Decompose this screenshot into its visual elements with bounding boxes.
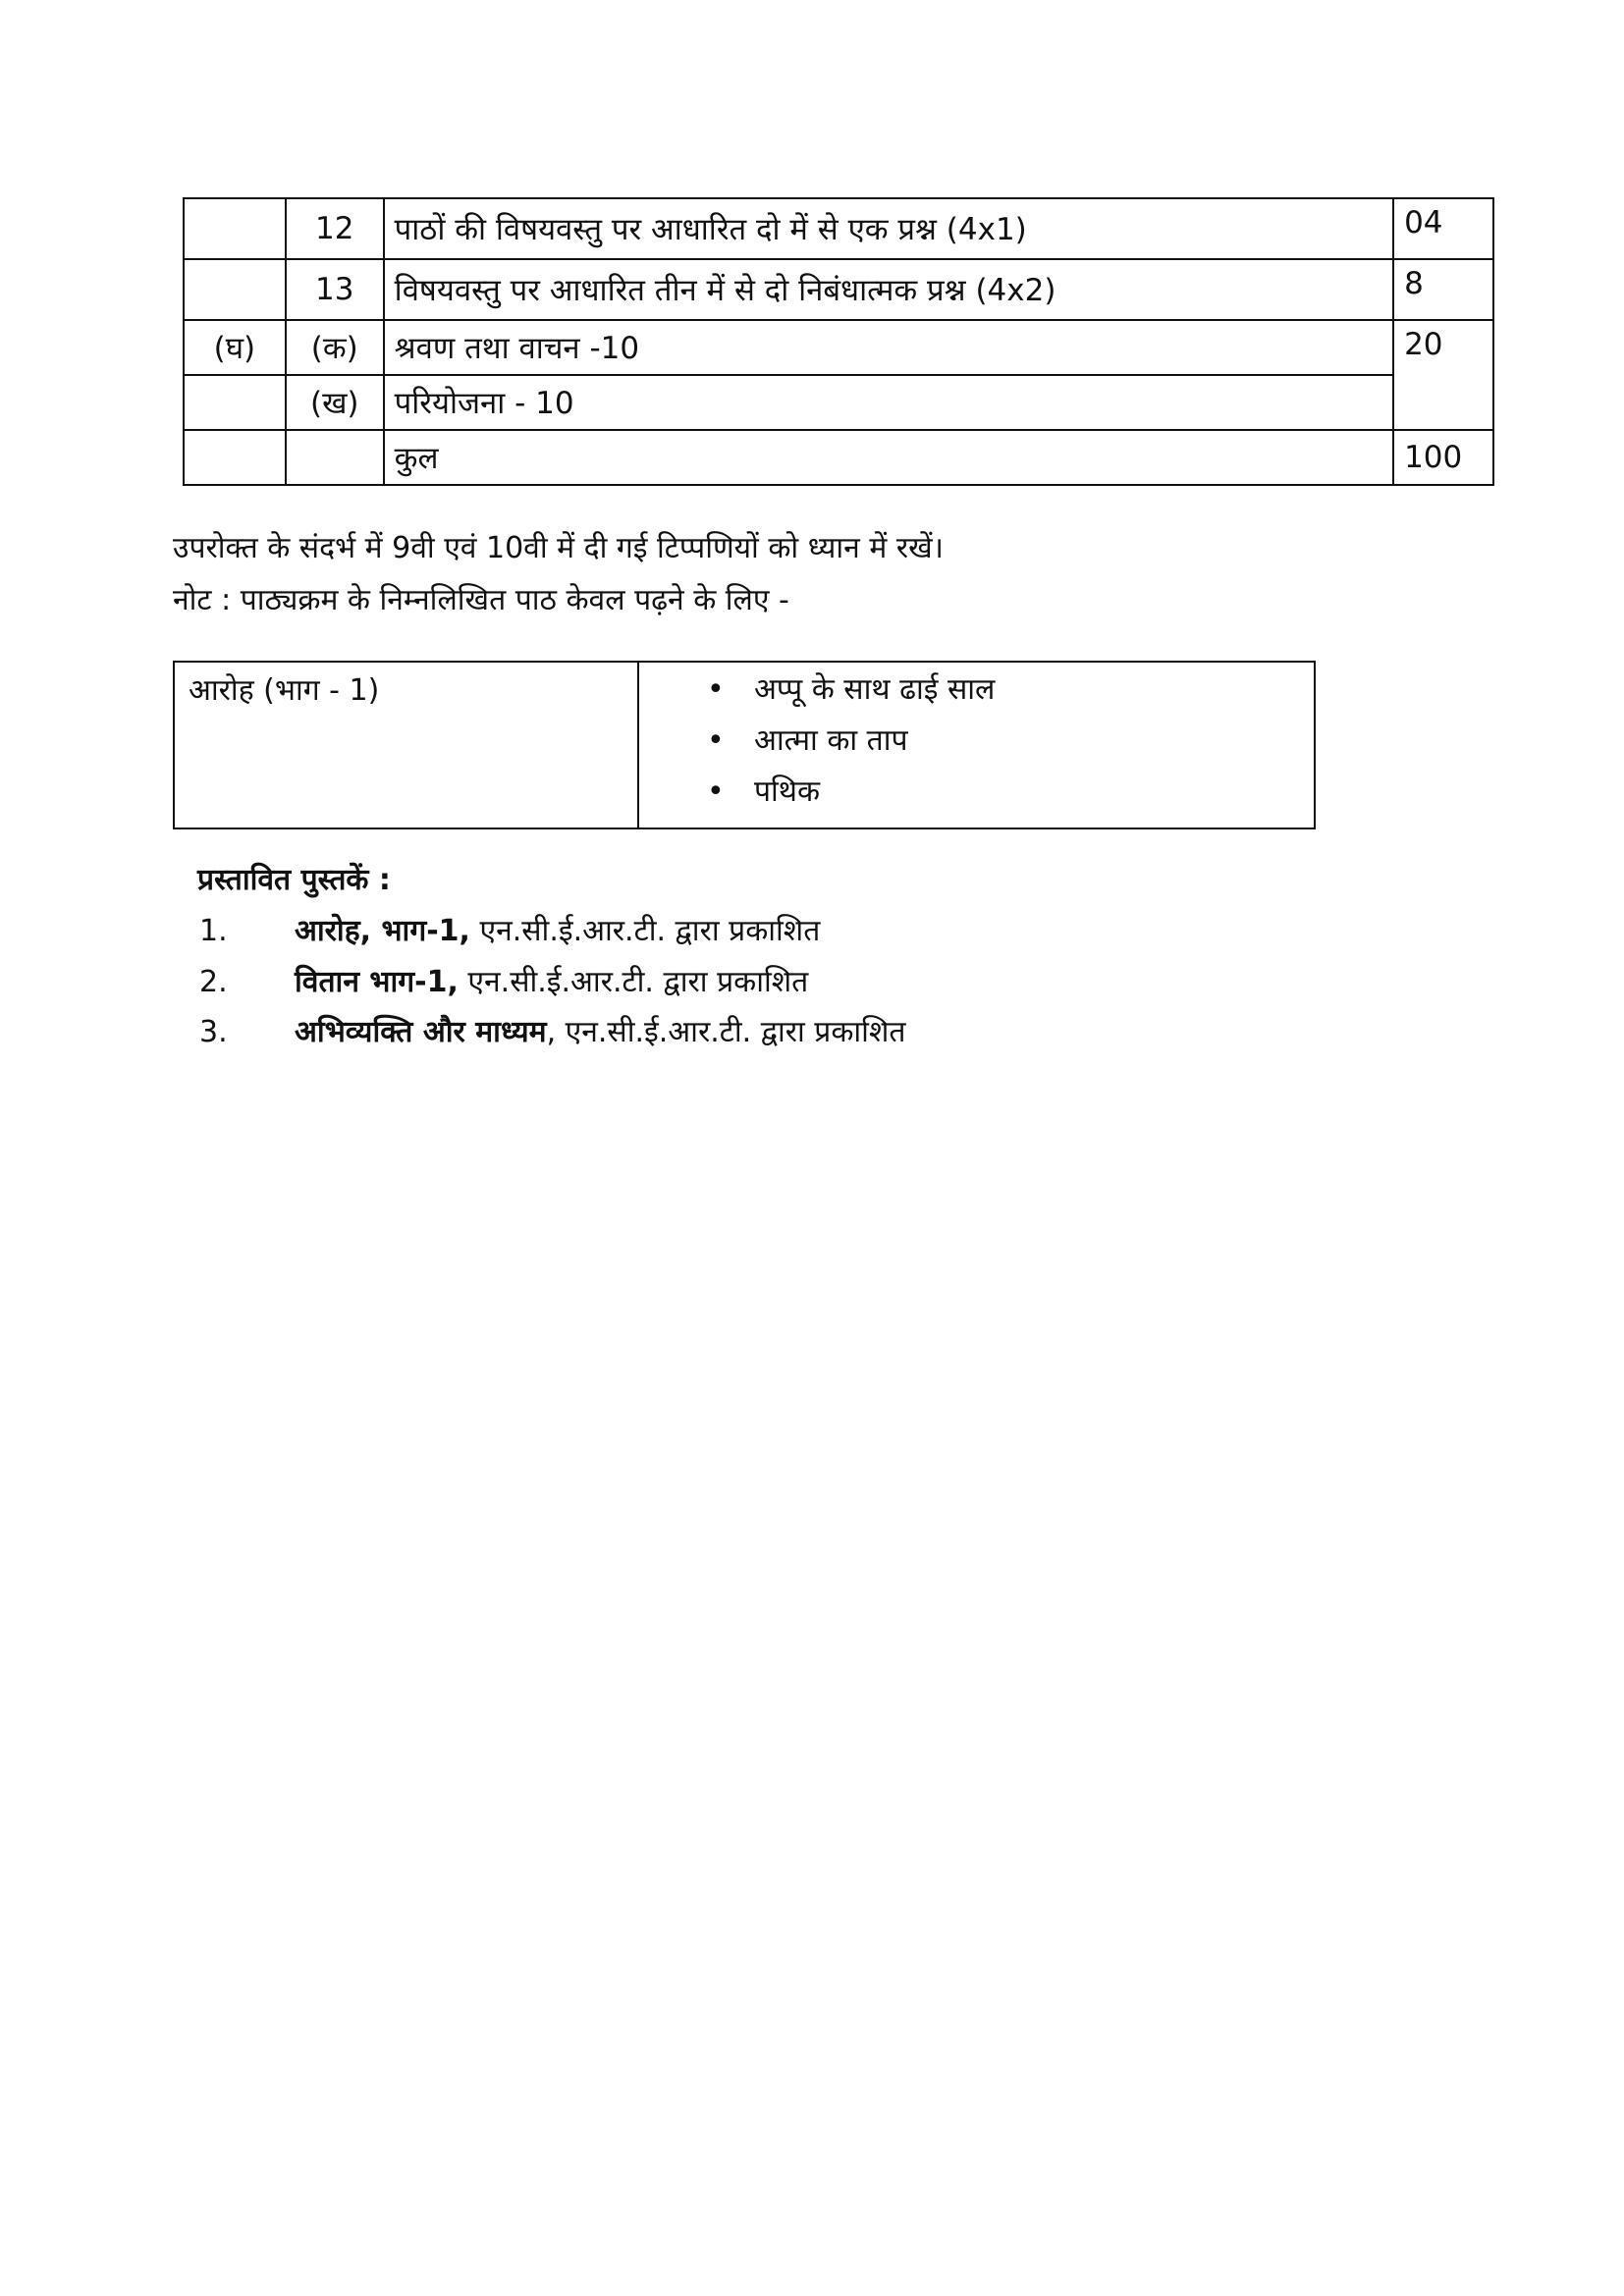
sub-cell: 12	[286, 198, 384, 259]
lessons-list	[653, 668, 1300, 822]
section-cell: (घ)	[184, 320, 286, 375]
marks-cell: 04	[1393, 198, 1493, 259]
description-cell: विषयवस्तु पर आधारित तीन में से दो निबंधात्मक प्रश्न (4x2)	[384, 259, 1393, 320]
item-number: 2.	[199, 965, 228, 999]
section-cell	[184, 375, 286, 430]
book-name-cell: आरोह (भाग - 1)	[174, 662, 638, 828]
lesson-title: अप्पू के साथ ढाई साल	[754, 672, 996, 707]
sub-cell	[286, 430, 384, 485]
note-line-2: नोट : पाठ्यक्रम के निम्नलिखित पाठ केवल पढ़ने के लिए -	[173, 583, 789, 617]
marks-cell: 8	[1393, 259, 1493, 320]
item-number: 3.	[199, 1015, 228, 1049]
table-row	[184, 320, 1493, 375]
book-publisher: , एन.सी.ई.आर.टी. द्वारा प्रकाशित	[546, 1015, 906, 1049]
list-item	[707, 771, 1300, 822]
table-row	[184, 259, 1493, 320]
book-title: वितान भाग-1,	[295, 965, 459, 999]
bullet-icon: •	[707, 774, 725, 809]
total-marks-cell: 100	[1393, 430, 1493, 485]
bullet-icon: •	[707, 672, 725, 707]
sub-cell: (ख)	[286, 375, 384, 430]
table-row	[184, 375, 1493, 430]
marks-distribution-table	[183, 197, 1494, 486]
book-publisher: एन.सी.ई.आर.टी. द्वारा प्रकाशित	[469, 914, 821, 948]
list-item	[199, 960, 808, 1000]
sub-cell: 13	[286, 259, 384, 320]
lessons-cell	[638, 662, 1315, 828]
note-line-1: उपरोक्त के संदर्भ में 9वी एवं 10वी में दी गई टिप्पणियों को ध्यान में रखें।	[173, 531, 945, 565]
table-row	[184, 430, 1493, 485]
description-cell: परियोजना - 10	[384, 375, 1393, 430]
book-title: आरोह, भाग-1,	[295, 914, 470, 948]
proposed-books-heading: प्रस्तावित पुस्तकें :	[197, 863, 391, 897]
book-publisher: एन.सी.ई.आर.टी. द्वारा प्रकाशित	[458, 965, 809, 999]
lesson-title: पथिक	[754, 774, 821, 809]
marks-cell: 20	[1393, 320, 1493, 430]
lesson-title: आत्मा का ताप	[754, 723, 908, 758]
bullet-icon: •	[707, 723, 725, 758]
total-label-cell: कुल	[384, 430, 1393, 485]
item-number: 1.	[199, 914, 228, 948]
reading-only-lessons-table	[173, 661, 1316, 829]
description-cell: श्रवण तथा वाचन -10	[384, 320, 1393, 375]
description-cell: पाठों की विषयवस्तु पर आधारित दो में से एक प्रश्न (4x1)	[384, 198, 1393, 259]
section-cell	[184, 259, 286, 320]
list-item	[707, 720, 1300, 771]
sub-cell: (क)	[286, 320, 384, 375]
table-row	[184, 198, 1493, 259]
list-item	[199, 909, 820, 949]
book-title: अभिव्यक्ति और माध्यम	[295, 1015, 547, 1049]
section-cell	[184, 198, 286, 259]
list-item	[199, 1010, 905, 1050]
table-row	[174, 662, 1315, 828]
section-cell	[184, 430, 286, 485]
list-item	[707, 668, 1300, 720]
